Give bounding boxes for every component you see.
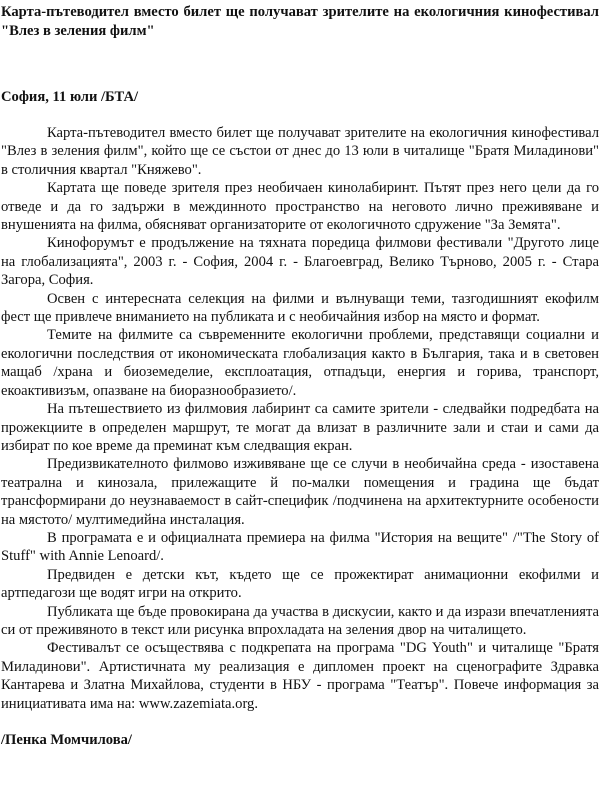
paragraph: Картата ще поведе зрителя през необичаен кинолабиринт. Пътят през него цели да го отведе и да го задържи в междинното пространство на неговото лично преживяване и внушенията на филма, обясняват организаторите от екологичното сдружение "За Земята".: [1, 180, 599, 234]
article-body: [1, 124, 599, 713]
article-title: Карта-пътеводител вместо билет ще получават зрителите на екологичния кинофестивал "Влез в зеления филм": [1, 4, 599, 39]
paragraph: Кинофорумът е продължение на тяхната поредица филмови фестивали "Другото лице на глобализацията", 2003 г. - София, 2004 г. - Благоевград, Велико Търново, 2005 г. - Стара Загора, София.: [1, 235, 599, 289]
paragraph: Фестивалът се осъществява с подкрепата на програма "DG Youth" и читалище "Братя Миладинови". Артистичната му реализация е дипломен проект на сценографите Здравка Кантарева и Златна Михайлова, студенти в НБУ - програма "Театър". Повече информация за инициативата има на: www.zazemiata.org.: [1, 640, 599, 712]
paragraph: Карта-пътеводител вместо билет ще получават зрителите на екологичния кинофестивал "Влез в зеления филм", който ще се състои от днес до 13 юли в читалище "Братя Миладинови" в столичния квартал "Княжево".: [1, 125, 599, 178]
paragraph: Предвиден е детски кът, където ще се прожектират анимационни екофилми и артпедагози ще водят игри на открито.: [1, 566, 599, 602]
paragraph: Освен с интересната селекция на филми и вълнуващи теми, тазгодишният екофилм фест ще привлече вниманието на публиката и с необичайния избор на място и формат.: [1, 290, 599, 326]
paragraph: Темите на филмите са съвременните екологични проблеми, представящи социални и екологични последствия от икономическата глобализация както в България, така и в световен мащаб /храна и биоземеделие, експлоатация, отпадъци, енергия и горива, транспорт, екоактивизъм, опазване на биоразнообразието/.: [1, 327, 599, 399]
dateline: София, 11 юли /БТА/: [1, 89, 139, 105]
paragraph: На пътешествието из филмовия лабиринт са самите зрители - следвайки подредбата на прожекциите в определен маршрут, те могат да влизат в различните зали и стаи и сами да избират по кое време да преминат към следващия екран.: [1, 401, 599, 454]
paragraph: Публиката ще бъде провокирана да участва в дискусии, както и да изрази впечатленията си от преживяното в текст или рисунка впрохладата на зеления двор на читалището.: [1, 603, 599, 638]
author-byline: /Пенка Момчилова/: [1, 732, 132, 748]
paragraph: В програмата е и официалната премиера на филма "История на вещите" /"The Story of Stuff" with Annie Lenoard/.: [1, 529, 599, 565]
paragraph: Предизвикателното филмово изживяване ще се случи в необичайна среда - изоставена театрална и кинозала, прилежащите й по-малки помещения и градина ще бъдат трансформирани до неузнаваемост в сайт-специфик /подчинена на архитектурните особености на мястото/ мултимедийна инсталация.: [1, 456, 599, 528]
